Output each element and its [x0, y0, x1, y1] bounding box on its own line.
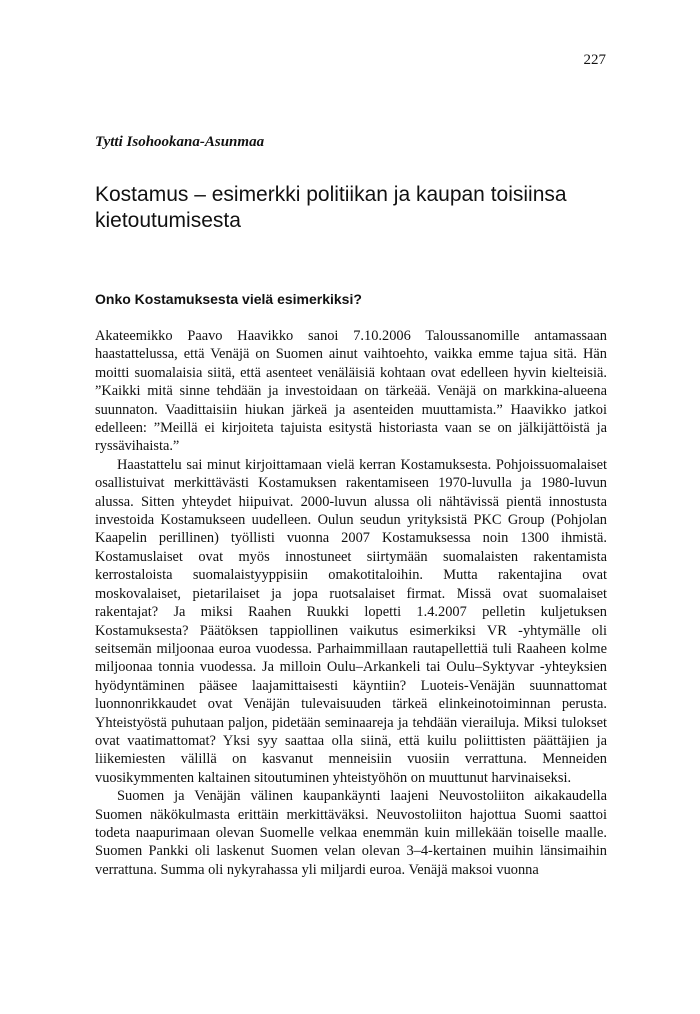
- paragraph-2: Haastattelu sai minut kirjoittamaan vielä kerran Kostamuksesta. Pohjoissuomalaiset osallistuivat merkittävästi Kostamuksen rakentamiseen 1970-luvulla ja 1980-luvun alussa. Sitten yhteydet hiipuivat. 2000-luvun alussa oli nähtävissä pientä innostusta investoida Kostamukseen uudelleen. Oulun seudun yrityksistä PKC Group (Pohjolan Kaapelin perillinen) työllisti vuonna 2007 Kostamuksessa noin 1300 ihmistä. Kostamuslaiset ovat myös innostuneet siirtymään suomalaisten rakentamista kerrostaloista suomalaistyyppisiin omakotitaloihin. Mutta rakentajina ovat moskovalaiset, pietarilaiset ja jopa ruotsalaiset firmat. Missä ovat suomalaiset rakentajat? Ja miksi Raahen Ruukki lopetti 1.4.2007 pelletin kuljetuksen Kostamuksesta? Päätöksen tappiollinen vaikutus esimerkiksi VR -yhtymälle oli seitsemän miljoonaa euroa vuodessa. Parhaimmillaan rautapellettiä tuli Raaheen kolme miljoonaa tonnia vuodessa. Ja milloin Oulu–Arkankeli tai Oulu–Syktyvar -yhteyksien hyödyntäminen pääsee laajamittaisesti käyntiin? Luoteis-Venäjän suunnattomat luonnonrikkaudet ovat Venäjän tulevaisuuden tärkeä elinkeinotoiminnan perusta. Yhteistyöstä puhutaan paljon, pidetään seminaareja ja tehdään vierailuja. Miksi tulokset ovat vaatimattomat? Yksi syy saattaa olla siinä, että kuilu poliittisten päättäjien ja liikemiesten välillä on kasvanut menneisiin vuosiin verrattuna. Menneiden vuosikymmenten kaltainen sitoutuminen yhteistyöhön on muuttunut harvinaiseksi.: [95, 456, 607, 786]
- paragraph-1: Akateemikko Paavo Haavikko sanoi 7.10.2006 Taloussanomille antamassaan haastattelussa, että Venäjä on Suomen ainut vaihtoehto, vaikka emme tajua sitä. Hän moitti suomalaisia siitä, että asenteet venäläisiä kohtaan ovat edelleen hyvin kielteisiä. ”Kaikki mitä sinne tehdään ja investoidaan on tärkeää. Venäjä on markkina-alueena suunnaton. Vaadittaisiin hiukan järkeä ja asenteiden muuttamista.” Haavikko jatkoi edelleen: ”Meillä ei kirjoiteta tajuista esitystä historiasta vaan se on jälkijättöistä ja ryssävihaista.”: [95, 328, 607, 455]
- article-title: Kostamus – esimerkki politiikan ja kaupan toisiinsa kietoutumisesta: [95, 183, 567, 232]
- section-heading: Onko Kostamuksesta vielä esimerkiksi?: [95, 291, 362, 307]
- author-name: Tytti Isohookana-Asunmaa: [95, 134, 265, 150]
- article-body: [95, 327, 607, 879]
- page-number: 227: [583, 52, 606, 68]
- paragraph-3: Suomen ja Venäjän välinen kaupankäynti laajeni Neuvostoliiton aikakaudella Suomen näkökulmasta erittäin merkittäväksi. Neuvostoliiton hajottua Suomi saattoi todeta naapurimaan olevan Suomelle velkaa enemmän kuin millekään toiselle maalle. Suomen Pankki oli laskenut Suomen velan olevan 3–4-kertainen muihin länsimaihin verrattuna. Summa oli nykyrahassa yli miljardi euroa. Venäjä maksoi vuonna: [95, 788, 607, 878]
